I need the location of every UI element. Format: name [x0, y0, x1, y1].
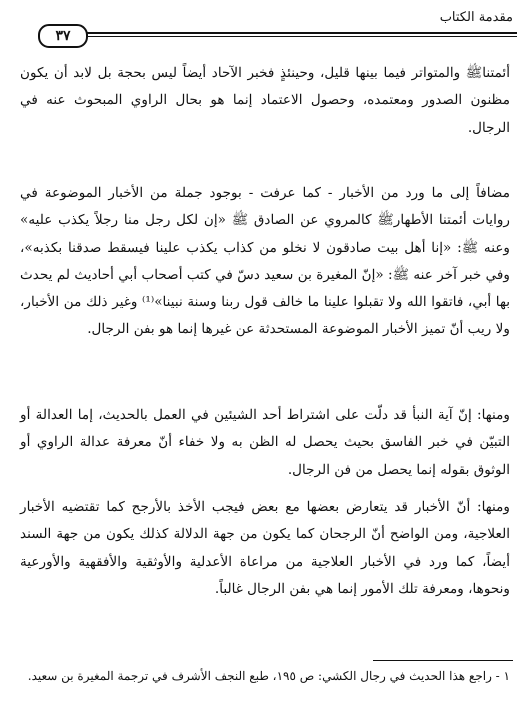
running-title: مقدمة الكتاب [439, 10, 513, 25]
paragraph: أئمتناﷺ والمتواتر فيما بينها قليل، وحينئذٍ فخبر الآحاد أيضاً ليس بحجة بل لابد أن يكون مظنون الصدور ومعتمده، وحصول الاعتماد إنما هو بحال الراوي المبحوث عنه في الرجال. [20, 65, 510, 136]
header-rule [74, 32, 517, 34]
paragraph: مضافاً إلى ما ورد من الأخبار - كما عرفت - بوجود جملة من الأخبار الموضوعة في روايات أئمتنا الأطهارﷺ كالمروي عن الصادق ﷺ «إن لكل رجل منا رجلاً يكذب عليه» وعنه ﷺ: «إنا أهل بيت صادقون لا نخلو من كذاب يكذب علينا فيسقط صدقنا بكذبه»، وفي خبر آخر عنه ﷺ: «إنّ المغيرة بن سعيد دسّ في كتب أصحاب أبي أحاديث لم يحدث بها أبي، فاتقوا الله ولا تقبلوا علينا ما خالف قول ربنا وسنة نبينا»⁽¹⁾ وغير ذلك من الأخبار، ولا ريب أنّ تميز الأخبار الموضوعة المستحدثة عن غيرها إنما هو بفن الرجال. [20, 185, 510, 338]
footnote-separator [373, 660, 513, 661]
footnote: ١ - راجع هذا الحديث في رجال الكشي: ص ١٩٥، طبع النجف الأشرف في ترجمة المغيرة بن سعيد. [27, 669, 510, 683]
paragraph: ومنها: أنّ الأخبار قد يتعارض بعضها مع بعض فيجب الأخذ بالأرجح كما تقتضيه الأخبار العلاجية، ومن الواضح أنّ الرجحان كما يكون من جهة الدلالة كذلك يكون من جهة السند أيضاً، كما ورد في الأخبار العلاجية من مراعاة الأعدلية والأوثقية والأفقهية والأورعية ونحوها، ومعرفة تلك الأمور إنما هي بفن الرجال غالباً. [20, 499, 510, 597]
paragraph: ومنها: إنّ آية النبأ قد دلّت على اشتراط أحد الشيئين في العمل بالحديث، إما العدالة أو التبيّن في خبر الفاسق بحيث يحصل له الظن به ولا خفاء أنّ معرفة عدالة الراوي أو الوثوق بقوله إنما يحصل من فن الرجال. [20, 407, 510, 478]
page-number: ٣٧ [38, 24, 88, 48]
header-rule-thin [74, 36, 517, 37]
